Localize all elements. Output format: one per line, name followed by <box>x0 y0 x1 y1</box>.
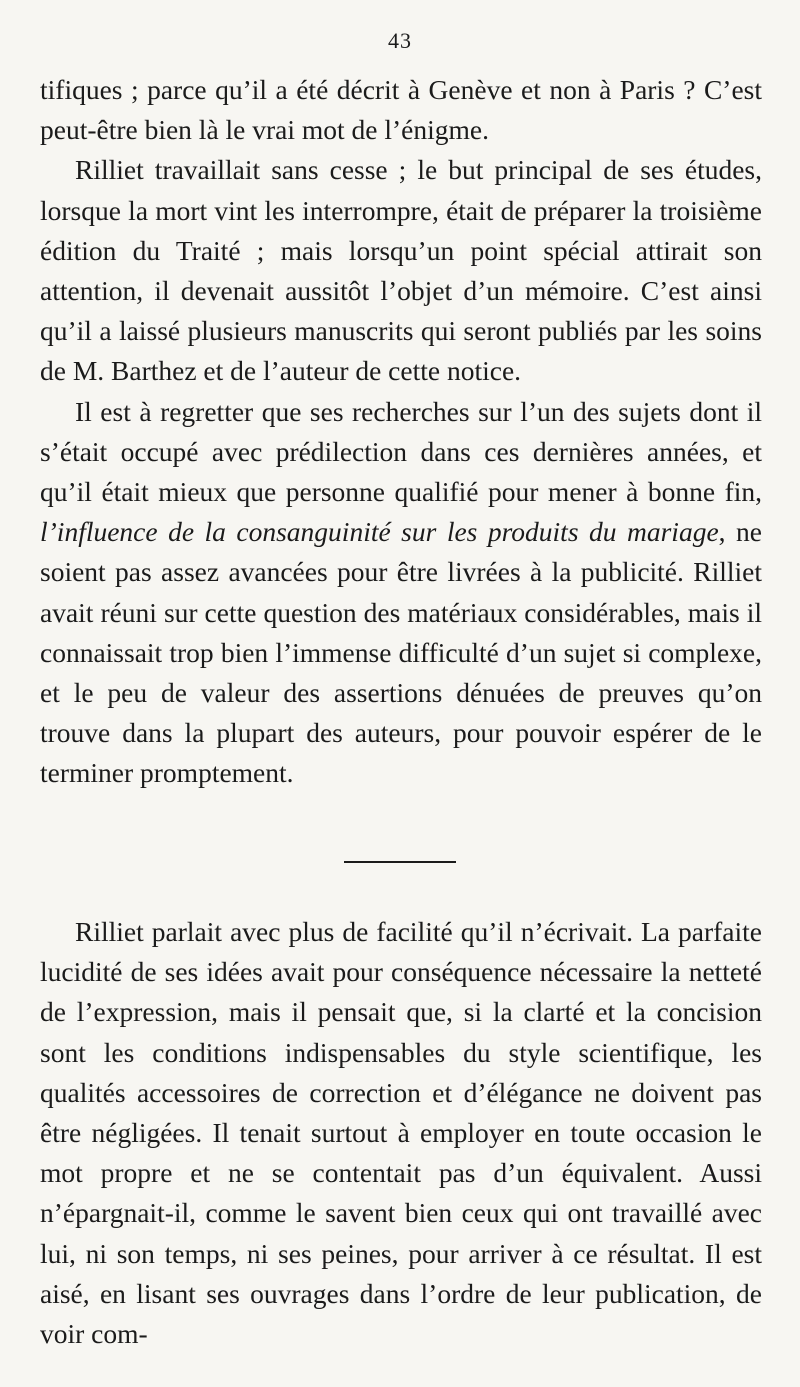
section-separator-rule <box>344 861 456 863</box>
consanguinity-italic-title: l’influence de la consanguinité sur les produits du mariage <box>40 516 719 548</box>
text-block-lower <box>40 912 762 1354</box>
paragraph-rilliet-work: Rilliet travaillait sans cesse ; le but principal de ses études, lorsque la mort vint les interrompre, était de préparer la troisième édition du Traité ; mais lorsqu’un point spécial attirait son attention, il devenait aussitôt l’objet d’un mémoire. C’est ainsi qu’il a laissé plusieurs manuscrits qui seront publiés par les soins de M. Barthez et de l’auteur de cette notice. <box>40 154 762 387</box>
paragraph-style: Rilliet parlait avec plus de facilité qu’il n’écrivait. La parfaite lucidité de ses idées avait pour conséquence nécessaire la netteté de l’expression, mais il pensait que, si la clarté et la concision sont les conditions indispensables du style scientifique, les qualités accessoires de correction et d’élégance ne doivent pas être négligées. Il tenait surtout à employer en toute occasion le mot propre et ne se contentait pas d’un équivalent. Aussi n’épargnait-il, comme le savent bien ceux qui ont travaillé avec lui, ni son temps, ni ses peines, pour arriver à ce résultat. Il est aisé, en lisant ses ouvrages dans l’ordre de leur publication, de voir com- <box>40 916 762 1350</box>
text-block-upper <box>40 70 762 794</box>
paragraph-continuation: tifiques ; parce qu’il a été décrit à Genève et non à Paris ? C’est peut-être bien là le vrai mot de l’énigme. <box>40 74 762 146</box>
consanguinity-text-before: Il est à regretter que ses recherches sur l’un des sujets dont il s’était occupé avec prédilection dans ces dernières années, et qu’il était mieux que personne qualifié pour mener à bonne fin, <box>40 395 762 508</box>
page-number: 43 <box>388 28 412 53</box>
consanguinity-text-after: , ne soient pas assez avancées pour être livrées à la publicité. Rilliet avait réuni sur cette question des matériaux considérables, mais il connaissait trop bien l’immense difficulté d’un sujet si complexe, et le peu de valeur des assertions dénuées de preuves qu’on trouve dans la plupart des auteurs, pour pouvoir espérer de le terminer promptement. <box>40 516 762 789</box>
paragraph-consanguinity <box>40 392 762 794</box>
